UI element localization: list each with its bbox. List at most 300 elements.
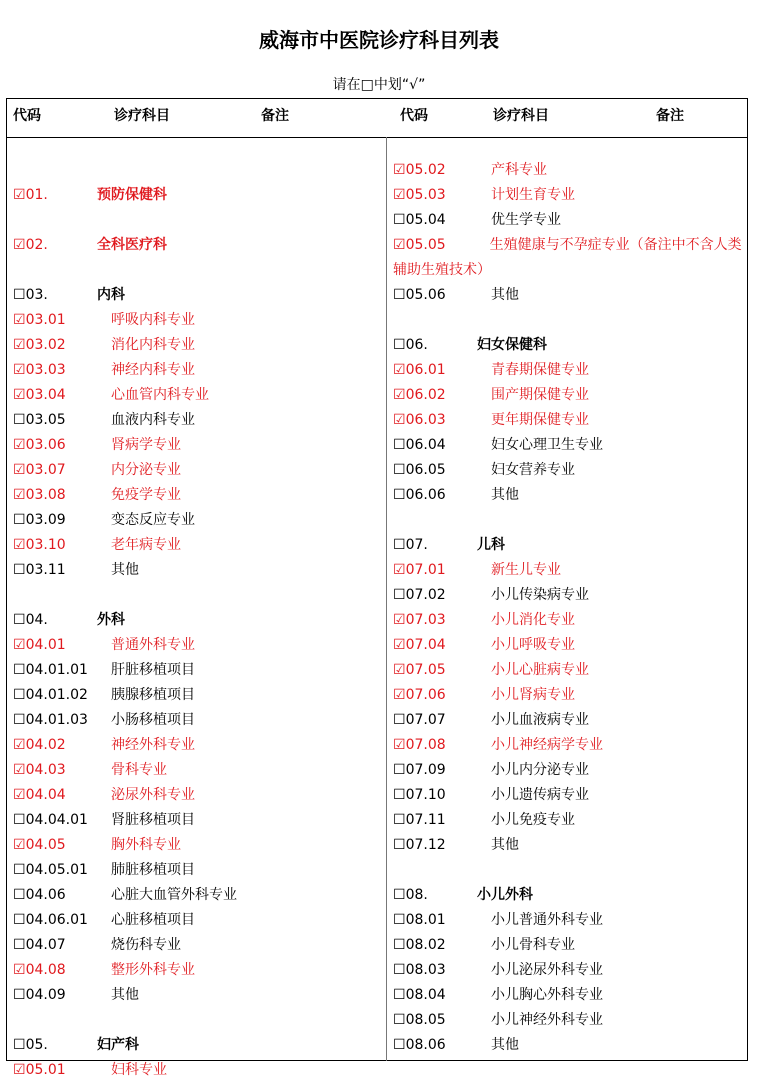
unchecked-box[interactable]: ☐ bbox=[393, 787, 406, 803]
item-name: 妇女心理卫生专业 bbox=[491, 437, 603, 453]
page-title: 威海市中医院诊疗科目列表 bbox=[259, 28, 499, 52]
item-code: 03.07 bbox=[25, 462, 66, 478]
item-code-cell bbox=[13, 408, 66, 433]
item-code: 04.06 bbox=[25, 887, 66, 903]
unchecked-box[interactable]: ☐ bbox=[393, 1012, 406, 1028]
item-code: 03. bbox=[25, 287, 48, 303]
item-code: 04.02 bbox=[25, 737, 66, 753]
spacer-row bbox=[13, 258, 383, 283]
list-item bbox=[393, 408, 745, 433]
list-item bbox=[393, 383, 745, 408]
spacer-row bbox=[13, 208, 383, 233]
header-bottom-border bbox=[6, 137, 748, 138]
item-code: 01. bbox=[25, 187, 48, 203]
item-name: 小儿神经病学专业 bbox=[491, 737, 603, 753]
table-left-border bbox=[6, 98, 7, 1061]
item-code-cell bbox=[393, 158, 446, 183]
list-item bbox=[393, 658, 745, 683]
unchecked-box[interactable]: ☐ bbox=[13, 562, 26, 578]
list-item bbox=[393, 583, 745, 608]
checked-box[interactable]: ☑ bbox=[13, 1062, 26, 1078]
item-name: 血液内科专业 bbox=[111, 412, 195, 428]
unchecked-box[interactable]: ☐ bbox=[13, 1037, 26, 1053]
item-code: 06.05 bbox=[405, 462, 446, 478]
checked-box[interactable]: ☑ bbox=[13, 637, 26, 653]
spacer-row bbox=[393, 858, 745, 883]
category-name: 内科 bbox=[97, 287, 125, 303]
item-code: 03.06 bbox=[25, 437, 66, 453]
item-code-cell bbox=[13, 708, 88, 733]
list-item bbox=[13, 233, 383, 258]
item-code: 07.05 bbox=[405, 662, 446, 678]
item-name: 胸外科专业 bbox=[111, 837, 181, 853]
checked-box[interactable]: ☑ bbox=[13, 462, 26, 478]
item-code-cell bbox=[393, 733, 446, 758]
checked-box[interactable]: ☑ bbox=[393, 362, 406, 378]
item-code: 08.05 bbox=[405, 1012, 446, 1028]
item-code: 07.08 bbox=[405, 737, 446, 753]
right-column bbox=[393, 158, 745, 1058]
item-code-cell bbox=[393, 708, 446, 733]
list-item bbox=[13, 883, 383, 908]
checked-box[interactable]: ☑ bbox=[393, 237, 406, 253]
list-item bbox=[393, 1033, 745, 1058]
item-name: 妇科专业 bbox=[111, 1062, 167, 1078]
item-code-cell bbox=[13, 283, 48, 308]
checked-box[interactable]: ☑ bbox=[393, 612, 406, 628]
item-name: 小儿呼吸专业 bbox=[491, 637, 575, 653]
list-item bbox=[13, 858, 383, 883]
item-code-cell bbox=[393, 433, 446, 458]
list-item bbox=[393, 558, 745, 583]
list-item bbox=[13, 383, 383, 408]
spacer-row bbox=[13, 158, 383, 183]
list-item bbox=[13, 608, 383, 633]
item-name: 肝脏移植项目 bbox=[111, 662, 195, 678]
list-item bbox=[13, 758, 383, 783]
item-code: 06.03 bbox=[405, 412, 446, 428]
list-item bbox=[393, 283, 745, 308]
item-code: 08.03 bbox=[405, 962, 446, 978]
category-name: 全科医疗科 bbox=[97, 237, 167, 253]
item-code-cell bbox=[393, 533, 428, 558]
list-item bbox=[393, 908, 745, 933]
list-item bbox=[393, 683, 745, 708]
item-code-cell bbox=[393, 658, 446, 683]
item-code: 03.01 bbox=[25, 312, 66, 328]
unchecked-box[interactable]: ☐ bbox=[13, 412, 26, 428]
item-code-cell bbox=[13, 308, 66, 333]
list-item bbox=[13, 433, 383, 458]
list-item bbox=[13, 708, 383, 733]
item-code-cell bbox=[393, 908, 446, 933]
list-item bbox=[393, 983, 745, 1008]
item-name: 围产期保健专业 bbox=[491, 387, 589, 403]
item-name: 小儿心脏病专业 bbox=[491, 662, 589, 678]
left-column bbox=[13, 158, 383, 1083]
item-code-cell bbox=[393, 383, 446, 408]
item-code: 03.04 bbox=[25, 387, 66, 403]
checked-box[interactable]: ☑ bbox=[13, 437, 26, 453]
checked-box[interactable]: ☑ bbox=[13, 237, 26, 253]
unchecked-box[interactable]: ☐ bbox=[393, 937, 406, 953]
item-code-cell bbox=[13, 608, 48, 633]
item-name: 小儿神经外科专业 bbox=[491, 1012, 603, 1028]
header-left-note: 备注 bbox=[261, 108, 289, 124]
item-code-cell bbox=[393, 883, 428, 908]
item-code: 07.11 bbox=[405, 812, 446, 828]
list-item bbox=[13, 508, 383, 533]
item-code-cell bbox=[13, 633, 66, 658]
item-code-cell bbox=[13, 958, 66, 983]
table-right-border bbox=[747, 98, 748, 1061]
unchecked-box[interactable]: ☐ bbox=[393, 537, 406, 553]
item-code-cell bbox=[13, 508, 66, 533]
item-code-cell bbox=[393, 358, 446, 383]
item-code: 04.01 bbox=[25, 637, 66, 653]
item-code: 04.03 bbox=[25, 762, 66, 778]
list-item bbox=[13, 283, 383, 308]
item-name: 普通外科专业 bbox=[111, 637, 195, 653]
unchecked-box[interactable]: ☐ bbox=[13, 987, 26, 1003]
item-code: 03.09 bbox=[25, 512, 66, 528]
item-code-cell bbox=[13, 858, 88, 883]
item-code-cell bbox=[13, 433, 66, 458]
category-name: 小儿外科 bbox=[477, 887, 533, 903]
list-item bbox=[393, 333, 745, 358]
item-name: 肾脏移植项目 bbox=[111, 812, 195, 828]
list-item bbox=[13, 358, 383, 383]
item-code: 04.04.01 bbox=[25, 812, 88, 828]
checked-box[interactable]: ☑ bbox=[13, 787, 26, 803]
item-name: 其他 bbox=[111, 987, 139, 1003]
unchecked-box[interactable]: ☐ bbox=[393, 837, 406, 853]
list-item bbox=[13, 633, 383, 658]
item-code: 05. bbox=[25, 1037, 48, 1053]
item-code: 04. bbox=[25, 612, 48, 628]
item-name: 小儿遗传病专业 bbox=[491, 787, 589, 803]
list-item bbox=[13, 1033, 383, 1058]
item-code-cell bbox=[13, 658, 88, 683]
unchecked-box[interactable]: ☐ bbox=[13, 937, 26, 953]
item-code-cell bbox=[13, 533, 66, 558]
item-code: 05.06 bbox=[405, 287, 446, 303]
item-code-cell bbox=[13, 233, 48, 258]
unchecked-box[interactable]: ☐ bbox=[393, 487, 406, 503]
item-name: 神经外科专业 bbox=[111, 737, 195, 753]
list-item bbox=[393, 633, 745, 658]
item-code: 03.05 bbox=[25, 412, 66, 428]
item-name: 生殖健康与不孕症专业（备注中不含人类辅助生殖技术） bbox=[393, 237, 742, 278]
item-code-cell bbox=[393, 758, 446, 783]
item-code-cell bbox=[393, 683, 446, 708]
checked-box[interactable]: ☑ bbox=[393, 187, 406, 203]
category-name: 妇女保健科 bbox=[477, 337, 547, 353]
item-name: 心血管内科专业 bbox=[111, 387, 209, 403]
item-code: 06.02 bbox=[405, 387, 446, 403]
item-name: 小儿泌尿外科专业 bbox=[491, 962, 603, 978]
unchecked-box[interactable]: ☐ bbox=[13, 812, 26, 828]
spacer-row bbox=[13, 1008, 383, 1033]
checked-box[interactable]: ☑ bbox=[13, 737, 26, 753]
item-code-cell bbox=[393, 933, 446, 958]
item-name: 胰腺移植项目 bbox=[111, 687, 195, 703]
item-code: 05.04 bbox=[405, 212, 446, 228]
item-code-cell bbox=[393, 283, 446, 308]
instruction-text: 请在□中划“√” bbox=[332, 77, 426, 93]
checked-box[interactable]: ☑ bbox=[393, 637, 406, 653]
unchecked-box[interactable]: ☐ bbox=[393, 762, 406, 778]
item-code-cell bbox=[393, 583, 446, 608]
item-name: 其他 bbox=[491, 487, 519, 503]
item-name: 心脏大血管外科专业 bbox=[111, 887, 237, 903]
list-item bbox=[13, 533, 383, 558]
header-right-subject: 诊疗科目 bbox=[493, 108, 549, 124]
item-code: 07.10 bbox=[405, 787, 446, 803]
list-item bbox=[13, 333, 383, 358]
item-code: 05.03 bbox=[405, 187, 446, 203]
checked-box[interactable]: ☑ bbox=[13, 312, 26, 328]
item-code-cell bbox=[13, 358, 66, 383]
item-code: 07.04 bbox=[405, 637, 446, 653]
list-item bbox=[393, 483, 745, 508]
unchecked-box[interactable]: ☐ bbox=[13, 287, 26, 303]
checked-box[interactable]: ☑ bbox=[13, 487, 26, 503]
item-code-cell bbox=[13, 383, 66, 408]
item-code: 04.01.02 bbox=[25, 687, 88, 703]
item-code: 04.01.01 bbox=[25, 662, 88, 678]
unchecked-box[interactable]: ☐ bbox=[393, 212, 406, 228]
list-item bbox=[13, 958, 383, 983]
list-item bbox=[13, 408, 383, 433]
list-item bbox=[13, 658, 383, 683]
item-name: 小儿血液病专业 bbox=[491, 712, 589, 728]
list-item bbox=[393, 733, 745, 758]
header-right-note: 备注 bbox=[656, 108, 684, 124]
item-name: 小儿普通外科专业 bbox=[491, 912, 603, 928]
list-item bbox=[13, 183, 383, 208]
item-code-cell bbox=[393, 333, 428, 358]
item-code: 07.12 bbox=[405, 837, 446, 853]
item-code: 04.07 bbox=[25, 937, 66, 953]
item-code: 08.01 bbox=[405, 912, 446, 928]
item-code: 04.08 bbox=[25, 962, 66, 978]
item-name: 其他 bbox=[111, 562, 139, 578]
checked-box[interactable]: ☑ bbox=[13, 387, 26, 403]
unchecked-box[interactable]: ☐ bbox=[393, 462, 406, 478]
item-code-cell bbox=[393, 833, 446, 858]
list-item bbox=[393, 958, 745, 983]
checked-box[interactable]: ☑ bbox=[393, 737, 406, 753]
item-code: 03.02 bbox=[25, 337, 66, 353]
item-name: 小儿内分泌专业 bbox=[491, 762, 589, 778]
item-code: 06.06 bbox=[405, 487, 446, 503]
item-name: 烧伤科专业 bbox=[111, 937, 181, 953]
item-name: 青春期保健专业 bbox=[491, 362, 589, 378]
item-name: 新生儿专业 bbox=[491, 562, 561, 578]
item-code-cell bbox=[13, 933, 66, 958]
list-item bbox=[13, 783, 383, 808]
category-name: 预防保健科 bbox=[97, 187, 167, 203]
unchecked-box[interactable]: ☐ bbox=[393, 287, 406, 303]
checked-box[interactable]: ☑ bbox=[13, 362, 26, 378]
list-item bbox=[13, 683, 383, 708]
list-item bbox=[393, 158, 745, 183]
column-divider bbox=[386, 137, 387, 1061]
unchecked-box[interactable]: ☐ bbox=[393, 587, 406, 603]
checked-box[interactable]: ☑ bbox=[393, 412, 406, 428]
item-code-cell bbox=[13, 908, 88, 933]
item-code: 03.11 bbox=[25, 562, 66, 578]
unchecked-box[interactable]: ☐ bbox=[13, 512, 26, 528]
item-code: 07.03 bbox=[405, 612, 446, 628]
list-item bbox=[393, 358, 745, 383]
item-code: 07.01 bbox=[405, 562, 446, 578]
list-item bbox=[393, 533, 745, 558]
item-code: 04.05 bbox=[25, 837, 66, 853]
list-item bbox=[393, 208, 745, 233]
item-code: 03.08 bbox=[25, 487, 66, 503]
item-code-cell bbox=[13, 1033, 48, 1058]
item-code: 07.02 bbox=[405, 587, 446, 603]
item-name: 消化内科专业 bbox=[111, 337, 195, 353]
checked-box[interactable]: ☑ bbox=[393, 562, 406, 578]
item-code: 02. bbox=[25, 237, 48, 253]
item-name: 肺脏移植项目 bbox=[111, 862, 195, 878]
item-name: 小儿骨科专业 bbox=[491, 937, 575, 953]
list-item bbox=[13, 833, 383, 858]
unchecked-box[interactable]: ☐ bbox=[13, 687, 26, 703]
wrapped-item-text bbox=[393, 233, 743, 283]
spacer-row bbox=[393, 508, 745, 533]
item-code-cell bbox=[13, 733, 66, 758]
unchecked-box[interactable]: ☐ bbox=[393, 437, 406, 453]
checked-box[interactable]: ☑ bbox=[13, 837, 26, 853]
unchecked-box[interactable]: ☐ bbox=[393, 1037, 406, 1053]
checked-box[interactable]: ☑ bbox=[13, 187, 26, 203]
unchecked-box[interactable]: ☐ bbox=[393, 887, 406, 903]
item-code-cell bbox=[13, 883, 66, 908]
checked-box[interactable]: ☑ bbox=[393, 687, 406, 703]
item-code: 06.01 bbox=[405, 362, 446, 378]
list-item bbox=[393, 183, 745, 208]
unchecked-box[interactable]: ☐ bbox=[393, 712, 406, 728]
unchecked-box[interactable]: ☐ bbox=[393, 337, 406, 353]
item-name: 免疫学专业 bbox=[111, 487, 181, 503]
item-code: 07. bbox=[405, 537, 428, 553]
table-top-border bbox=[6, 98, 748, 99]
checked-box[interactable]: ☑ bbox=[13, 962, 26, 978]
item-name: 神经内科专业 bbox=[111, 362, 195, 378]
category-name: 儿科 bbox=[477, 537, 505, 553]
list-item bbox=[393, 708, 745, 733]
list-item bbox=[393, 933, 745, 958]
item-name: 其他 bbox=[491, 287, 519, 303]
item-code: 07.09 bbox=[405, 762, 446, 778]
item-code-cell bbox=[13, 333, 66, 358]
item-name: 整形外科专业 bbox=[111, 962, 195, 978]
item-code: 04.05.01 bbox=[25, 862, 88, 878]
item-code-cell bbox=[393, 483, 446, 508]
item-code-cell bbox=[13, 683, 88, 708]
header-left-subject: 诊疗科目 bbox=[114, 108, 170, 124]
item-code-cell bbox=[393, 608, 446, 633]
item-code: 05.05 bbox=[405, 237, 446, 253]
checked-box[interactable]: ☑ bbox=[13, 762, 26, 778]
item-code-cell bbox=[393, 1008, 446, 1033]
unchecked-box[interactable]: ☐ bbox=[393, 962, 406, 978]
item-code: 08.06 bbox=[405, 1037, 446, 1053]
item-name: 妇女营养专业 bbox=[491, 462, 575, 478]
unchecked-box[interactable]: ☐ bbox=[393, 987, 406, 1003]
item-code-cell bbox=[393, 208, 446, 233]
checked-box[interactable]: ☑ bbox=[13, 337, 26, 353]
item-name: 骨科专业 bbox=[111, 762, 167, 778]
checked-box[interactable]: ☑ bbox=[393, 662, 406, 678]
item-code: 06.04 bbox=[405, 437, 446, 453]
item-code: 03.10 bbox=[25, 537, 66, 553]
item-code: 04.06.01 bbox=[25, 912, 88, 928]
item-code: 07.06 bbox=[405, 687, 446, 703]
list-item bbox=[393, 1008, 745, 1033]
item-code: 08. bbox=[405, 887, 428, 903]
unchecked-box[interactable]: ☐ bbox=[393, 912, 406, 928]
item-code-cell bbox=[13, 458, 66, 483]
item-name: 其他 bbox=[491, 837, 519, 853]
item-code-cell bbox=[393, 633, 446, 658]
item-code: 04.04 bbox=[25, 787, 66, 803]
unchecked-box[interactable]: ☐ bbox=[13, 612, 26, 628]
category-name: 外科 bbox=[97, 612, 125, 628]
item-code: 03.03 bbox=[25, 362, 66, 378]
list-item bbox=[393, 783, 745, 808]
unchecked-box[interactable]: ☐ bbox=[393, 812, 406, 828]
item-name: 内分泌专业 bbox=[111, 462, 181, 478]
item-code: 05.01 bbox=[25, 1062, 66, 1078]
list-item bbox=[13, 933, 383, 958]
unchecked-box[interactable]: ☐ bbox=[13, 862, 26, 878]
list-item bbox=[13, 983, 383, 1008]
item-code-cell bbox=[13, 808, 88, 833]
list-item bbox=[393, 833, 745, 858]
item-code-cell bbox=[393, 408, 446, 433]
list-item bbox=[393, 608, 745, 633]
item-name: 小肠移植项目 bbox=[111, 712, 195, 728]
item-code-cell bbox=[393, 783, 446, 808]
item-code-cell bbox=[13, 758, 66, 783]
unchecked-box[interactable]: ☐ bbox=[13, 912, 26, 928]
unchecked-box[interactable]: ☐ bbox=[13, 712, 26, 728]
item-code: 08.04 bbox=[405, 987, 446, 1003]
item-code-cell bbox=[393, 983, 446, 1008]
checked-box[interactable]: ☑ bbox=[393, 387, 406, 403]
unchecked-box[interactable]: ☐ bbox=[13, 887, 26, 903]
item-name: 老年病专业 bbox=[111, 537, 181, 553]
item-name: 计划生育专业 bbox=[491, 187, 575, 203]
checked-box[interactable]: ☑ bbox=[13, 537, 26, 553]
item-name: 小儿胸心外科专业 bbox=[491, 987, 603, 1003]
item-code-cell bbox=[13, 833, 66, 858]
item-name: 小儿消化专业 bbox=[491, 612, 575, 628]
checked-box[interactable]: ☑ bbox=[393, 162, 406, 178]
list-item bbox=[13, 458, 383, 483]
item-name: 产科专业 bbox=[491, 162, 547, 178]
item-code-cell bbox=[393, 558, 446, 583]
list-item bbox=[13, 1058, 383, 1083]
item-code-cell bbox=[13, 183, 48, 208]
unchecked-box[interactable]: ☐ bbox=[13, 662, 26, 678]
list-item bbox=[13, 808, 383, 833]
